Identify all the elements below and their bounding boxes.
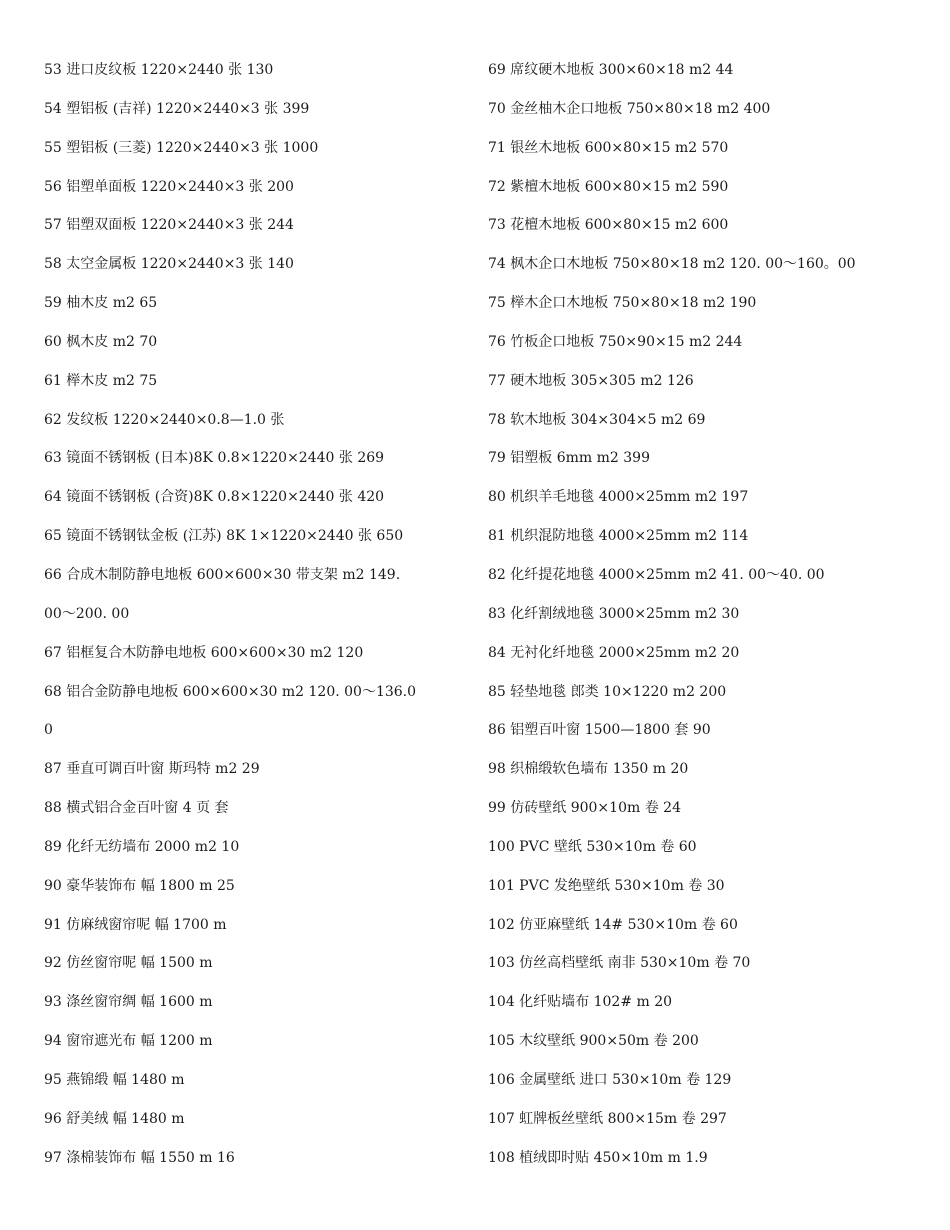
price-list-line: 75 榉木企口木地板 750×80×18 m2 190 <box>488 295 757 312</box>
price-list-line: 84 无衬化纤地毯 2000×25mm m2 20 <box>488 644 740 661</box>
price-list-line: 104 化纤贴墙布 102# m 20 <box>488 994 673 1011</box>
price-list-line: 76 竹板企口地板 750×90×15 m2 244 <box>488 333 743 350</box>
price-list-line: 91 仿麻绒窗帘呢 幅 1700 m <box>44 916 227 933</box>
price-list-line: 90 豪华装饰布 幅 1800 m 25 <box>44 877 235 894</box>
price-list-line: 77 硬木地板 305×305 m2 126 <box>488 372 694 389</box>
price-list-line: 99 仿砖壁纸 900×10m 卷 24 <box>488 800 681 817</box>
price-list-line: 60 枫木皮 m2 70 <box>44 333 158 350</box>
price-list-line: 97 涤棉装饰布 幅 1550 m 16 <box>44 1149 235 1166</box>
price-list-line: 101 PVC 发绝壁纸 530×10m 卷 30 <box>488 877 725 894</box>
price-list-line: 63 镜面不锈钢板 (日本)8K 0.8×1220×2440 张 269 <box>44 450 385 467</box>
price-list-line: 68 铝合金防静电地板 600×600×30 m2 120. 00～136.0 <box>44 683 417 700</box>
price-list-line: 73 花檀木地板 600×80×15 m2 600 <box>488 217 729 234</box>
price-list-line: 79 铝塑板 6mm m2 399 <box>488 450 650 467</box>
price-list-line: 105 木纹壁纸 900×50m 卷 200 <box>488 1033 699 1050</box>
price-list-line: 85 轻垫地毯 郎类 10×1220 m2 200 <box>488 683 727 700</box>
price-list-line: 59 柚木皮 m2 65 <box>44 295 158 312</box>
price-list-line: 71 银丝木地板 600×80×15 m2 570 <box>488 139 729 156</box>
price-list-line: 95 燕锦缎 幅 1480 m <box>44 1071 185 1088</box>
left-column <box>44 51 464 1177</box>
price-list-line: 94 窗帘遮光布 幅 1200 m <box>44 1033 213 1050</box>
price-list-line: 53 进口皮纹板 1220×2440 张 130 <box>44 62 274 78</box>
price-list-line: 98 织棉缎软色墙布 1350 m 20 <box>488 761 689 778</box>
price-list-line: 78 软木地板 304×304×5 m2 69 <box>488 411 706 428</box>
right-column <box>488 51 928 1177</box>
price-list-line: 66 合成木制防静电地板 600×600×30 带支架 m2 149. <box>44 566 401 583</box>
price-list-line: 57 铝塑双面板 1220×2440×3 张 244 <box>44 217 294 234</box>
price-list-line: 72 紫檀木地板 600×80×15 m2 590 <box>488 178 729 195</box>
price-list-line: 81 机织混防地毯 4000×25mm m2 114 <box>488 528 749 545</box>
price-list-line: 88 横式铝合金百叶窗 4 页 套 <box>44 800 229 817</box>
price-list-line: 64 镜面不锈钢板 (合资)8K 0.8×1220×2440 张 420 <box>44 489 385 506</box>
price-list-line: 83 化纤割绒地毯 3000×25mm m2 30 <box>488 605 740 622</box>
price-list-line: 67 铝框复合木防静电地板 600×600×30 m2 120 <box>44 644 364 661</box>
price-list-line: 74 枫木企口木地板 750×80×18 m2 120. 00～160。00 <box>488 256 856 273</box>
price-list-line: 65 镜面不锈钢钛金板 (江苏) 8K 1×1220×2440 张 650 <box>44 528 404 545</box>
price-list-line: 69 席纹硬木地板 300×60×18 m2 44 <box>488 62 734 78</box>
price-list-line: 55 塑铝板 (三菱) 1220×2440×3 张 1000 <box>44 139 319 156</box>
price-list-line: 87 垂直可调百叶窗 斯玛特 m2 29 <box>44 761 260 778</box>
price-list-line: 107 虹牌板丝壁纸 800×15m 卷 297 <box>488 1110 727 1127</box>
price-list-line: 100 PVC 壁纸 530×10m 卷 60 <box>488 838 697 855</box>
price-list-line: 80 机织羊毛地毯 4000×25mm m2 197 <box>488 489 749 506</box>
price-list-line: 89 化纤无纺墙布 2000 m2 10 <box>44 838 240 855</box>
price-list-line: 58 太空金属板 1220×2440×3 张 140 <box>44 256 294 273</box>
price-list-line: 62 发纹板 1220×2440×0.8—1.0 张 <box>44 411 285 428</box>
price-list-line: 96 舒美绒 幅 1480 m <box>44 1110 185 1127</box>
price-list-line: 0 <box>44 722 53 739</box>
price-list-line: 70 金丝柚木企口地板 750×80×18 m2 400 <box>488 100 771 117</box>
price-list-line: 106 金属壁纸 进口 530×10m 卷 129 <box>488 1071 732 1088</box>
price-list-line: 102 仿亚麻壁纸 14# 530×10m 卷 60 <box>488 916 738 933</box>
price-list-line: 00～200. 00 <box>44 605 130 622</box>
price-list-line: 86 铝塑百叶窗 1500—1800 套 90 <box>488 722 711 739</box>
price-list-line: 103 仿丝高档壁纸 南非 530×10m 卷 70 <box>488 955 751 972</box>
price-list-line: 92 仿丝窗帘呢 幅 1500 m <box>44 955 213 972</box>
price-list-line: 82 化纤提花地毯 4000×25mm m2 41. 00～40. 00 <box>488 566 825 583</box>
price-list-line: 93 涤丝窗帘绸 幅 1600 m <box>44 994 213 1011</box>
price-list-line: 61 榉木皮 m2 75 <box>44 372 158 389</box>
price-list-line: 56 铝塑单面板 1220×2440×3 张 200 <box>44 178 294 195</box>
price-list-line: 108 植绒即时贴 450×10m m 1.9 <box>488 1149 708 1166</box>
price-list-line: 54 塑铝板 (吉祥) 1220×2440×3 张 399 <box>44 100 310 117</box>
